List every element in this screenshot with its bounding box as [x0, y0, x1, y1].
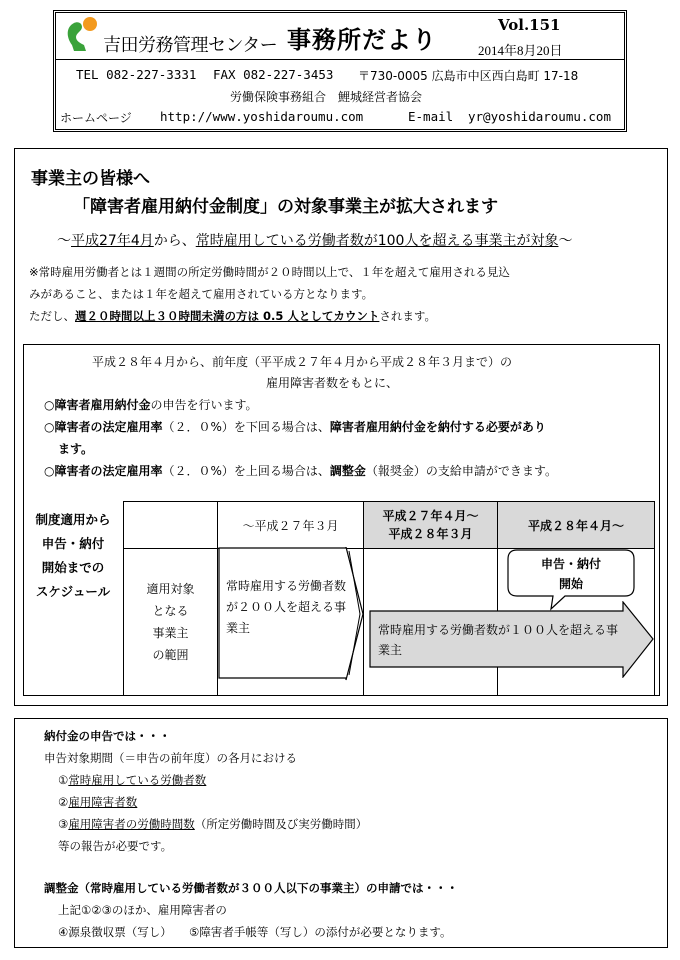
- associations: 労働保険事務組合 鯉城経営者協会: [230, 90, 423, 104]
- info-item-2: ○障害者の法定雇用率（２．０%）を下回る場合は、障害者雇用納付金を納付する必要があり: [44, 420, 546, 434]
- levy-section-title: 納付金の申告では・・・: [44, 729, 171, 743]
- note-line-2: みがあること、または１年を超えて雇用されている方となります。: [29, 287, 374, 301]
- contact-address: 〒730-0005 広島市中区西白島町 17-18: [358, 69, 579, 83]
- contact-fax: FAX 082-227-3453: [213, 67, 334, 82]
- schedule-row-label: 適用対象 となる 事業主 の範囲: [124, 549, 218, 696]
- levy-section-end: 等の報告が必要です。: [58, 839, 173, 853]
- greeting: 事業主の皆様へ: [31, 169, 150, 189]
- schedule-header-blank: [124, 502, 218, 549]
- schedule-header-from2016: 平成２８年４月～: [498, 502, 655, 549]
- email-label: E-mail: [408, 109, 454, 124]
- company-logo-icon: [64, 15, 104, 55]
- info-intro-2: 雇用障害者数をもとに、: [266, 376, 399, 390]
- contact-tel: TEL 082-227-3331: [76, 67, 197, 82]
- homepage-label: ホームページ: [60, 111, 132, 125]
- issue-date: 2014年8月20日: [478, 43, 563, 58]
- levy-item-2: ②雇用障害者数: [58, 795, 138, 809]
- info-item-1: ○障害者雇用納付金の申告を行います。: [44, 398, 258, 412]
- info-intro-1: 平成２８年４月から、前年度（平平成２７年４月から平成２８年３月まで）の: [92, 355, 513, 369]
- schedule-header-before: ～平成２７年３月: [218, 502, 364, 549]
- volume-number: Vol.151: [498, 16, 561, 34]
- schedule-header-fy2015: 平成２７年４月～ 平成２８年３月: [364, 502, 498, 549]
- subtitle: ～平成27年4月から、常時雇用している労働者数が100人を超える事業主が対象～: [57, 233, 573, 249]
- levy-line-1: 申告対象期間（＝申告の前年度）の各月における: [44, 751, 297, 765]
- info-item-2-cont: ます。: [58, 442, 94, 456]
- note-line-1: ※常時雇用労働者とは１週間の所定労働時間が２０時間以上で、１年を超えて雇用される見込: [29, 265, 510, 279]
- adjustment-line-2: ④源泉徴収票（写し） ⑤障害者手帳等（写し）の添付が必要となります。: [58, 925, 452, 939]
- note-line-3: ただし、週２０時間以上３０時間未満の方は 0.5 人としてカウントされます。: [29, 309, 436, 323]
- info-item-3: ○障害者の法定雇用率（２．０%）を上回る場合は、調整金（報奨金）の支給申請ができます。: [44, 464, 557, 478]
- newsletter-title: 事務所だより: [287, 26, 437, 54]
- org-name: 吉田労務管理センター: [103, 35, 278, 56]
- levy-item-3: ③雇用障害者の労働時間数（所定労働時間及び実労働時間）: [58, 817, 368, 831]
- schedule-label: 制度適用から 申告・納付 開始までの スケジュール: [35, 512, 111, 599]
- adjustment-line-1: 上記①②③のほか、雇用障害者の: [58, 903, 227, 917]
- headline: 「障害者雇用納付金制度」の対象事業主が拡大されます: [73, 197, 498, 217]
- adjustment-section-title: 調整金（常時雇用している労働者数が３００人以下の事業主）の申請では・・・: [44, 881, 458, 895]
- email-link[interactable]: yr@yoshidaroumu.com: [468, 109, 611, 124]
- homepage-link[interactable]: http://www.yoshidaroumu.com: [160, 109, 364, 124]
- filing-start-callout-text: 申告・納付 開始: [540, 557, 601, 591]
- header-divider: [56, 59, 624, 60]
- arrow-200-employees-label: 常時雇用する労働者数が２００人を超える事業主: [226, 579, 347, 635]
- levy-item-1: ①常時雇用している労働者数: [58, 773, 207, 787]
- arrow-100-employees-label: 常時雇用する労働者数が１００人を超える事業主: [378, 623, 619, 657]
